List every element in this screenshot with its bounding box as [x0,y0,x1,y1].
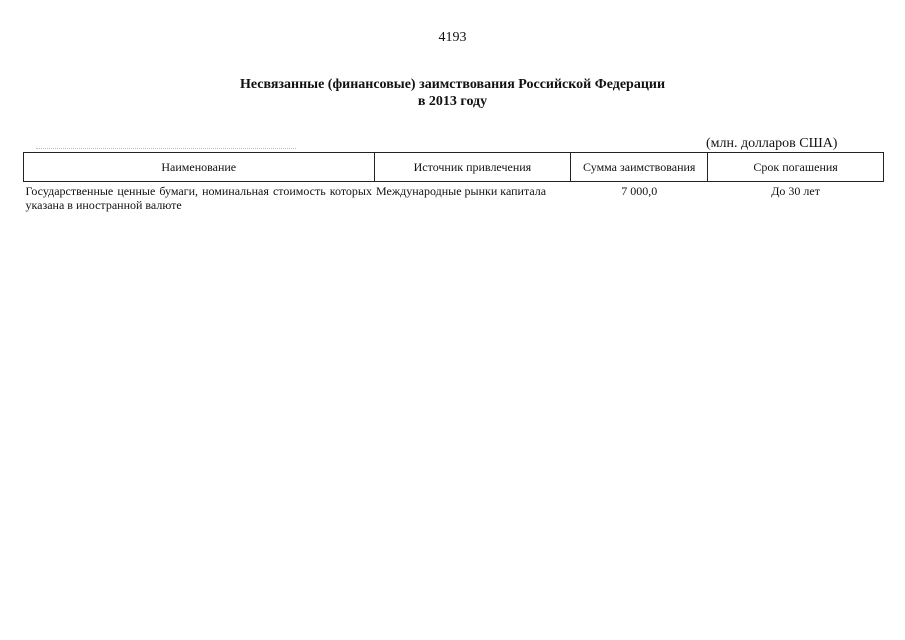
title-line-2: в 2013 году [417,94,488,109]
document-title [0,76,905,110]
page-number: 4193 [438,30,467,45]
cell-source: Международные рынки капитала [376,184,547,198]
title-line-1: Несвязанные (финансовые) заимствования Российской Федерации [239,77,666,92]
header-source: Источник привлечения [374,153,571,182]
cell-name: Государственные ценные бумаги, номинальная стоимость которых указана в иностранной валюте [25,184,372,212]
header-name: Наименование [24,153,375,182]
header-term: Срок погашения [708,153,884,182]
header-amount: Сумма заимствования [571,153,708,182]
cell-term: До 30 лет [771,184,820,198]
borrowings-table [23,152,884,212]
table-header-row [24,153,884,182]
table-row [24,182,884,213]
cell-amount: 7 000,0 [621,184,658,198]
units-note: (млн. долларов США) [706,136,838,151]
faint-divider [36,148,296,149]
